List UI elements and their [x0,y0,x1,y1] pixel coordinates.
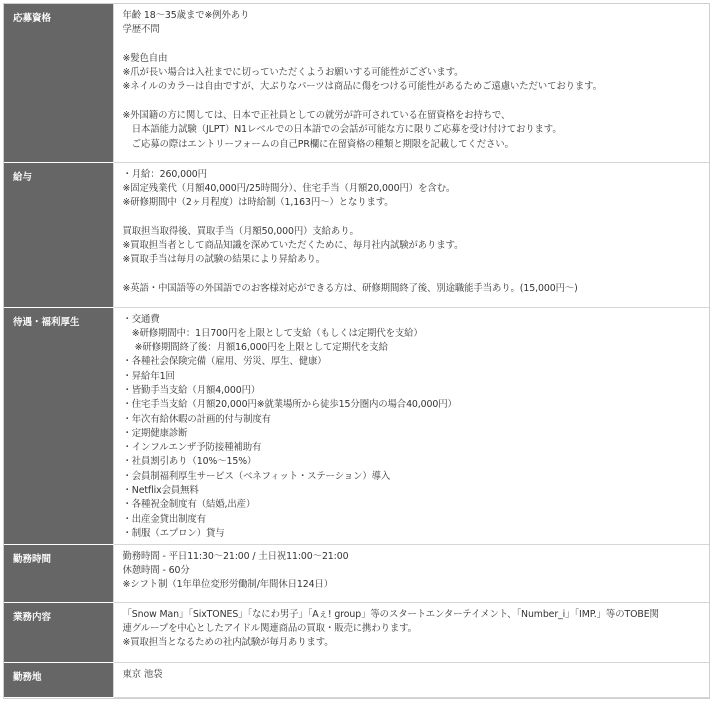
job-details-frame [3,3,710,699]
text-line: ・各種祝金制度有（結婚,出産） [122,499,256,511]
text-line: ・定期健康診断 [122,427,188,439]
text-line: ・社員割引あり（10%～15%） [122,456,257,468]
text-line: ※研修期間中（2ヶ月程度）は時給制（1,163円～）となります。 [122,197,394,209]
text-line: ※買取担当となるための社内試験が毎月あります。 [122,637,334,649]
text-line: ※研修期間中：1日700円を上限として支給（もしくは定期代を支給） [122,327,423,339]
row-body-eligibility [113,4,709,162]
row-eligibility [4,4,709,162]
text-line: 休憩時間 - 60分 [122,564,190,576]
text-line: ※買取担当者として商品知識を深めていただくために、毎月社内試験があります。 [122,239,464,251]
text-line: ※髪色自由 [122,52,168,64]
text-line: ・会員制福利厚生サービス（ベネフィット・ステーション）導入 [122,470,391,482]
text-line: 連グループを中心としたアイドル関連商品の買取・販売に携わります。 [122,622,417,634]
text-line: ・出産金貸出制度有 [122,513,206,525]
row-heading-hours: 勤務時間 [4,544,113,602]
text-line: ・月給：260,000円 [122,168,207,180]
text-line: ・Netflix会員無料 [122,485,199,497]
row-salary [4,162,709,307]
text-line [123,268,704,282]
row-heading-location: 勤務地 [4,662,113,697]
text-line: ・住宅手当支給（月額20,000円※就業場所から徒歩15分圏内の場合40,000円） [122,399,457,411]
row-heading-salary: 給与 [4,162,113,307]
text-line: ・制服（エプロン）貸与 [122,527,225,539]
text-line: ・各種社会保険完備（雇用、労災、厚生、健康） [122,356,327,368]
text-line: ※研修期間終了後：月額16,000円を上限として定期代を支給 [122,342,388,354]
text-line [123,95,704,109]
job-details-table [4,4,709,698]
text-line: 東京 池袋 [122,668,163,680]
text-line: 「Snow Man」「SixTONES」「なにわ男子」「Aぇ! group」等のスタートエンターテイメント、「Number_i」「IMP.」等のTOBE関 [122,608,659,620]
text-line: ・交通費 [122,313,160,325]
text-line: ・昇給年1回 [122,370,175,382]
text-line: ・皆勤手当支給（月額4,000円） [122,384,261,396]
row-body-salary [113,162,709,307]
text-line: ※ネイルのカラーは自由ですが、大ぶりなパーツは商品に傷をつける可能性があるためご遠慮いただいております。 [122,81,602,93]
text-line: ・インフルエンザ予防接種補助有 [122,442,262,454]
row-body-hours [113,544,709,602]
text-line: ・年次有給休暇の計画的付与制度有 [122,413,271,425]
text-line: ※買取手当は毎月の試験の結果により昇給あり。 [122,254,326,266]
text-line: 日本語能力試験（JLPT）N1レベルでの日本語での会話が可能な方に限りご応募を受け付けております。 [122,124,562,136]
row-body-benefits [113,307,709,544]
text-line: ※爪が長い場合は入社までに切っていただくようお願いする可能性がございます。 [122,67,464,79]
text-line: ※固定残業代（月額40,000円/25時間分）、住宅手当（月額20,000円）を含む。 [122,182,456,194]
text-line: 勤務時間 - 平日11:30～21:00 / 土日祝11:00～21:00 [122,550,349,562]
row-heading-eligibility: 応募資格 [4,4,113,162]
text-line: ご応募の際はエントリーフォームの自己PR欄に在留資格の種類と期限を記載してください。 [122,138,514,150]
row-body-duties [113,602,709,662]
row-hours [4,544,709,602]
text-line: 学歴不問 [122,24,160,36]
text-line: ※外国籍の方に関しては、日本で正社員としての就労が許可されている在留資格をお持ちで、 [122,110,511,122]
text-line: ※シフト制（1年単位変形労働制/年間休日124日） [122,579,333,591]
row-body-location [113,662,709,697]
text-line: 買取担当取得後、買取手当（月額50,000円）支給あり。 [122,225,359,237]
row-heading-benefits: 待遇・福利厚生 [4,307,113,544]
text-line [123,210,704,224]
text-line: 年齢 18～35歳まで※例外あり [122,10,250,21]
row-duties [4,602,709,662]
row-heading-duties: 業務内容 [4,602,113,662]
row-location [4,662,709,697]
row-benefits [4,307,709,544]
text-line [123,38,704,52]
text-line: ※英語・中国語等の外国語でのお客様対応ができる方は、研修期間終了後、別途職能手当あり。(15,000円～) [122,282,578,294]
